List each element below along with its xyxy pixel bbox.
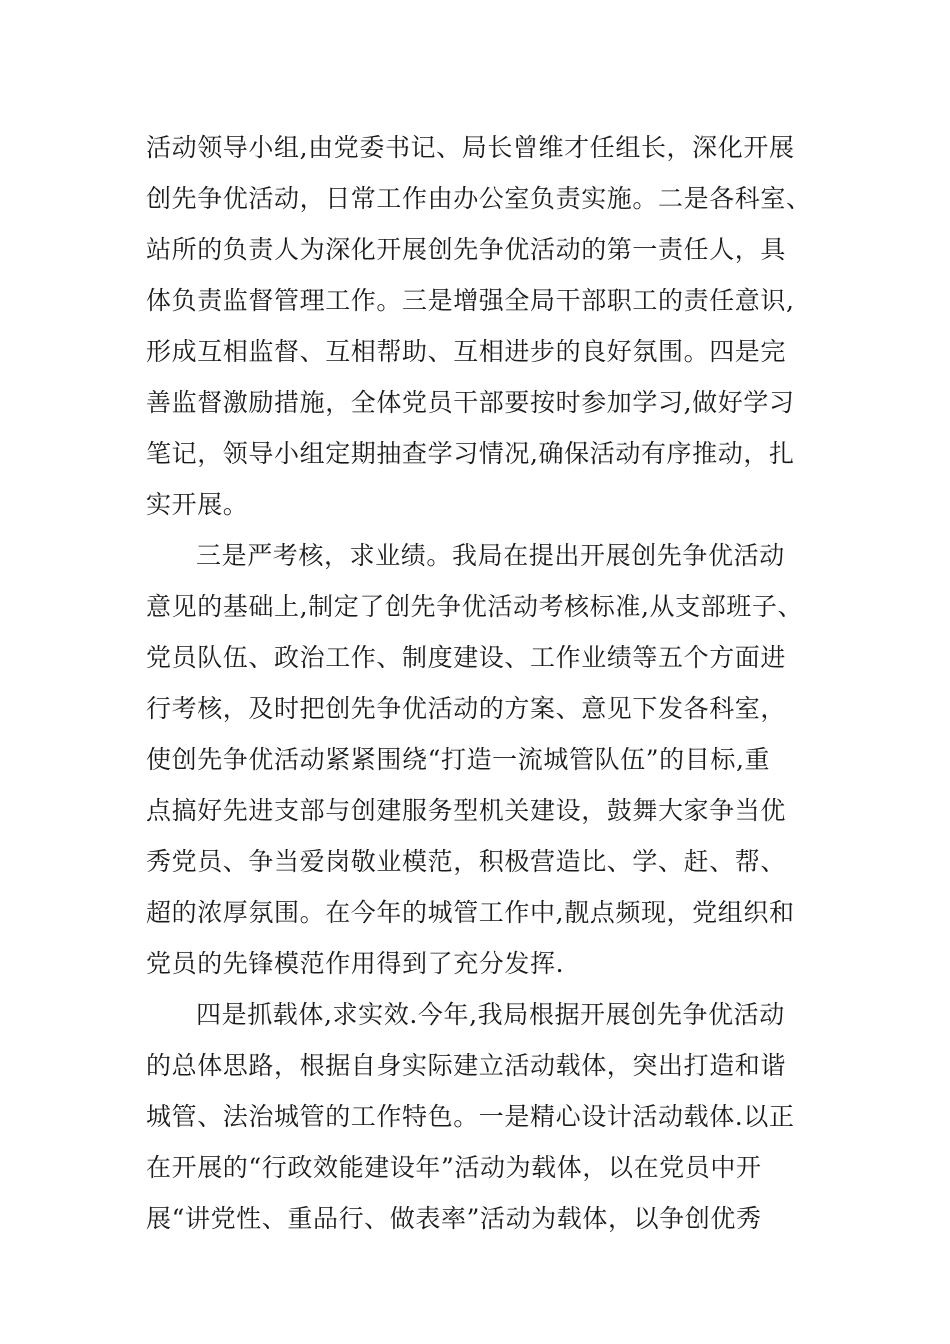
text-line: 活动领导小组,由党委书记、局长曾维才任组长，深化开展 — [146, 133, 795, 162]
text-line: 超的浓厚氛围。在今年的城管工作中,靓点频现，党组织和 — [146, 898, 795, 927]
text-line: 党员队伍、政治工作、制度建设、工作业绩等五个方面进 — [146, 643, 787, 672]
text-line: 在开展的“行政效能建设年”活动为载体，以在党员中开 — [146, 1153, 762, 1182]
text-line: 的总体思路，根据自身实际建立活动载体，突出打造和谐 — [146, 1051, 787, 1080]
text-line: 笔记，领导小组定期抽查学习情况,确保活动有序推动，扎 — [146, 439, 795, 468]
text-line: 城管、法治城管的工作特色。一是精心设计活动载体.以正 — [146, 1102, 795, 1131]
text-line: 创先争优活动，日常工作由办公室负责实施。二是各科室、 — [146, 184, 812, 213]
text-line: 展“讲党性、重品行、做表率”活动为载体，以争创优秀 — [146, 1204, 762, 1233]
text-line: 意见的基础上,制定了创先争优活动考核标准,从支部班子、 — [146, 592, 804, 621]
text-line: 善监督激励措施，全体党员干部要按时参加学习,做好学习 — [146, 388, 795, 417]
paragraph-first-line: 三是严考核，求业绩。我局在提出开展创先争优活动 — [196, 541, 785, 570]
text-line: 党员的先锋模范作用得到了充分发挥. — [146, 949, 565, 978]
paragraph-first-line: 四是抓载体,求实效.今年,我局根据开展创先争优活动 — [196, 1000, 785, 1029]
text-line: 使创先争优活动紧紧围绕“打造一流城管队伍”的目标,重 — [146, 745, 771, 774]
text-line: 体负责监督管理工作。三是增强全局干部职工的责任意识, — [146, 286, 795, 315]
text-line: 行考核，及时把创先争优活动的方案、意见下发各科室， — [146, 694, 787, 723]
text-line: 秀党员、争当爱岗敬业模范，积极营造比、学、赶、帮、 — [146, 847, 787, 876]
text-line: 实开展。 — [146, 490, 249, 519]
text-line: 点搞好先进支部与创建服务型机关建设，鼓舞大家争当优 — [146, 796, 787, 825]
text-line: 站所的负责人为深化开展创先争优活动的第一责任人，具 — [146, 235, 787, 264]
text-line: 形成互相监督、互相帮助、互相进步的良好氛围。四是完 — [146, 337, 787, 366]
